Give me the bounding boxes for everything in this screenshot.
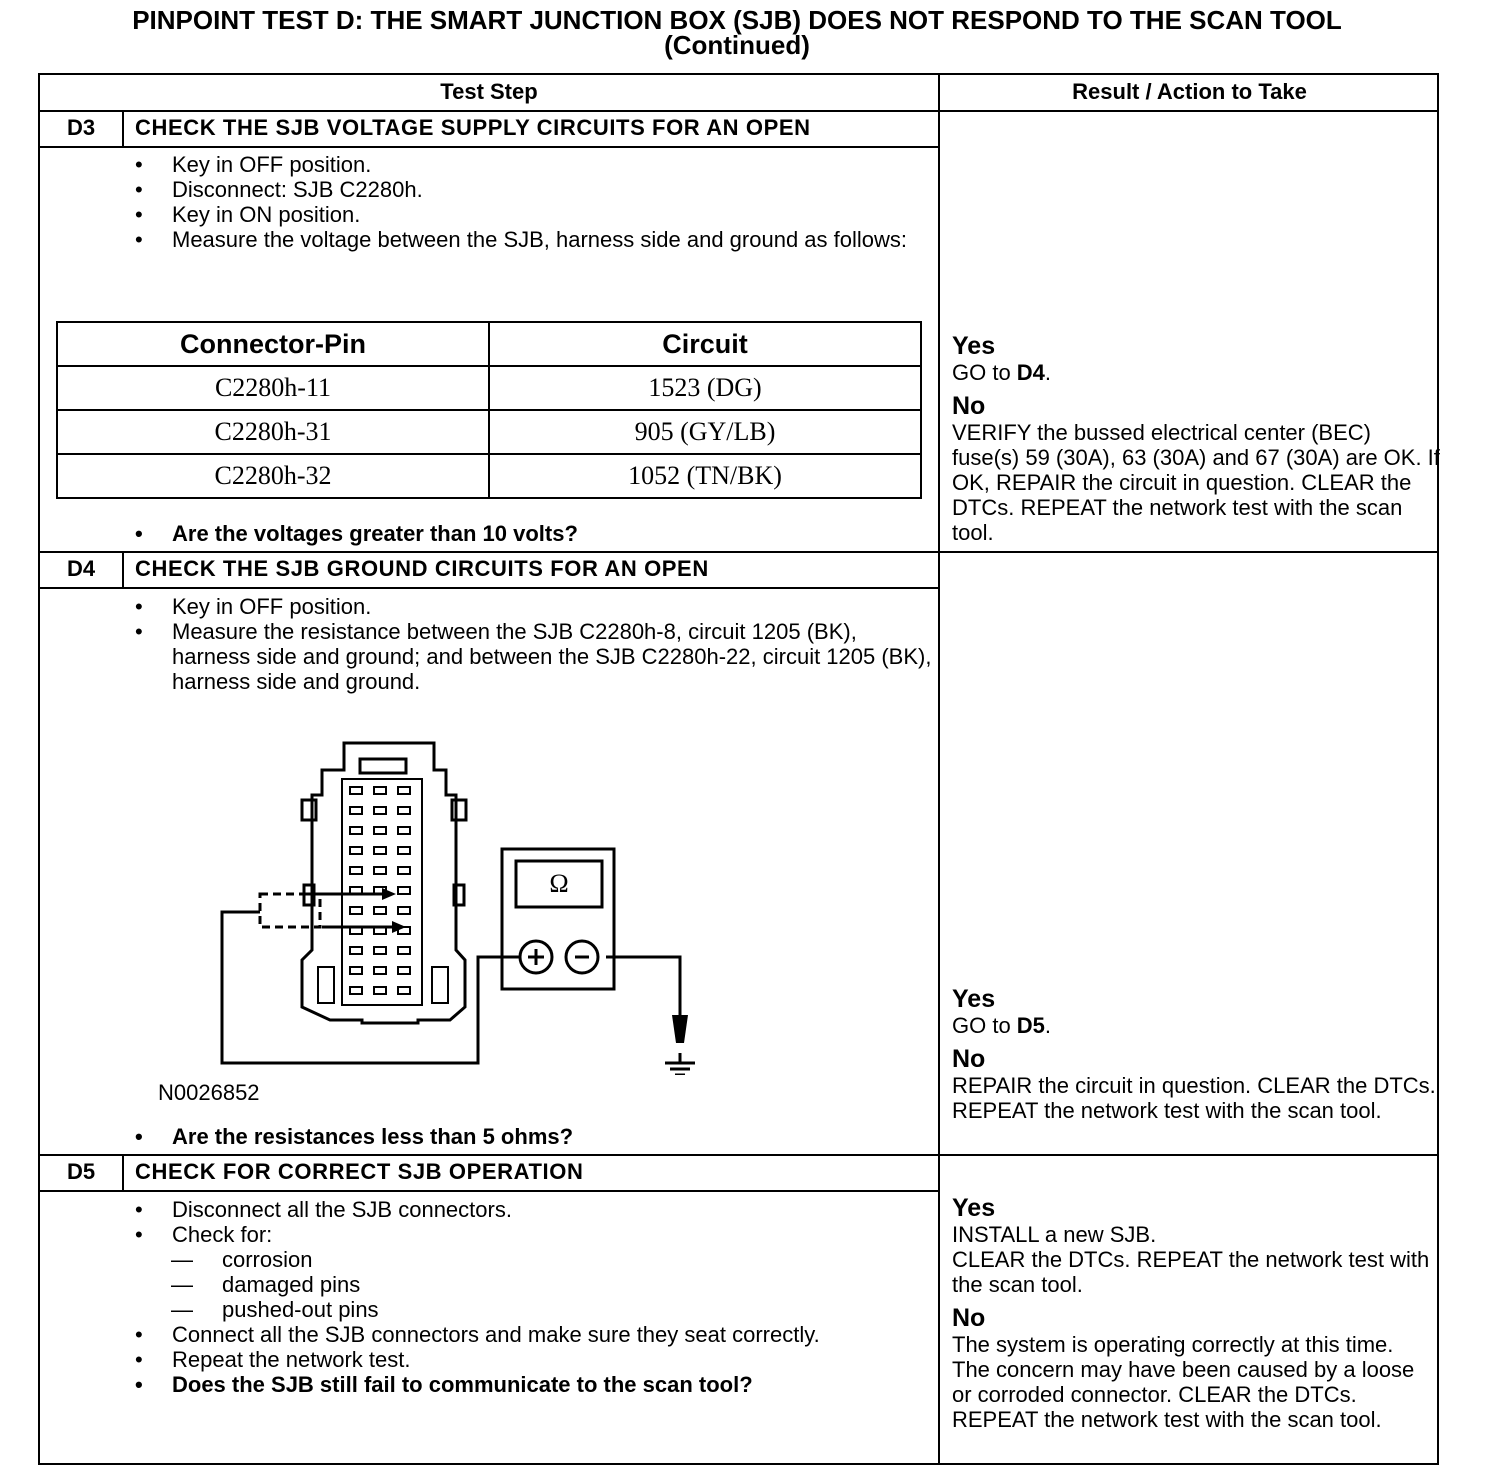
connector-latch: [360, 759, 406, 773]
d3-id-divider: [122, 111, 124, 147]
d5-yes-label: Yes: [952, 1194, 996, 1222]
step-id-d5: D5: [66, 1159, 96, 1184]
d5-no-label: No: [952, 1304, 986, 1332]
pin-cell: C2280h-32: [57, 454, 489, 498]
d3-result: [952, 333, 1440, 545]
d3-no-action: VERIFY the bussed electrical center (BEC) fuse(s) 59 (30A), 63 (30A) and 67 (30A) are OK. If OK, REPAIR the circuit in question. CLEAR the DTCs. REPEAT the network test with the scan tool.: [952, 420, 1440, 545]
d5-step: • Check for:: [135, 1222, 895, 1247]
header-result: Result / Action to Take: [1072, 79, 1307, 104]
wire-negative: [606, 957, 680, 1035]
d3-yes-label: Yes: [952, 332, 996, 360]
d3-no-label: No: [952, 392, 986, 420]
d4-step: • Measure the resistance between the SJB C2280h-8, circuit 1205 (BK), harness side and ground; and between the SJB C2280h-22, circuit 1205 (BK), harness side and ground.: [135, 619, 935, 694]
col-connector-pin: Connector-Pin: [57, 322, 489, 366]
d4-id-divider: [122, 552, 124, 588]
connector-meter-diagram: [210, 735, 730, 1075]
table-row: [57, 410, 921, 454]
d4-yes-text: GO to: [952, 1013, 1017, 1038]
title-line-2: (Continued): [664, 30, 810, 60]
d4-yes-target: D5: [1016, 1013, 1045, 1038]
d3-end-rule: [40, 551, 1439, 553]
circuit-cell: 905 (GY/LB): [489, 410, 921, 454]
header-test-step: Test Step: [440, 79, 538, 104]
connector-pin-table: [56, 321, 922, 499]
ground-probe: [672, 1015, 688, 1043]
d4-no-label: No: [952, 1045, 986, 1073]
d5-no-action: The system is operating correctly at this time. The concern may have been caused by a loose or corroded connector. CLEAR the DTCs. REPEAT the network test with the scan tool.: [952, 1332, 1415, 1432]
connector-body: [302, 743, 465, 1023]
wire-positive: [222, 912, 520, 1063]
d3-step: • Key in OFF position.: [135, 152, 935, 177]
title-line-1: PINPOINT TEST D: THE SMART JUNCTION BOX (SJB) DOES NOT RESPOND TO THE SCAN TOOL: [132, 5, 1342, 35]
connector-rib-right: [454, 885, 464, 905]
d5-yes-action-1: INSTALL a new SJB.: [952, 1222, 1157, 1247]
d4-question: • Are the resistances less than 5 ohms?: [135, 1124, 935, 1149]
step-id-d3: D3: [66, 115, 96, 140]
d4-yes-period: .: [1044, 1013, 1052, 1038]
d3-step: • Key in ON position.: [135, 202, 935, 227]
d5-sub-item: — pushed-out pins: [135, 1297, 895, 1322]
column-divider: [938, 75, 940, 1465]
ohm-symbol: Ω: [549, 869, 569, 898]
figure-code: N0026852: [158, 1080, 260, 1105]
d5-result: [952, 1195, 1432, 1432]
d4-question-list: [135, 1124, 935, 1149]
d4-head-rule: [40, 587, 939, 589]
table-row: [57, 366, 921, 410]
header-rule: [40, 110, 1439, 112]
d5-step: • Repeat the network test.: [135, 1347, 895, 1372]
d5-yes-action-2: CLEAR the DTCs. REPEAT the network test with the scan tool.: [952, 1247, 1430, 1297]
connector-tab-left: [302, 800, 316, 820]
pinpoint-table: [38, 73, 1439, 1465]
d4-yes-label: Yes: [952, 985, 996, 1013]
circuit-cell: 1052 (TN/BK): [489, 454, 921, 498]
d3-yes-period: .: [1044, 360, 1052, 385]
step-id-d4: D4: [66, 556, 96, 581]
d3-question: • Are the voltages greater than 10 volts?: [135, 521, 935, 546]
pin-cell: C2280h-31: [57, 410, 489, 454]
d5-head-rule: [40, 1190, 939, 1192]
d3-yes-target: D4: [1016, 360, 1045, 385]
page-title: [0, 5, 1474, 60]
circuit-cell: 1523 (DG): [489, 366, 921, 410]
d5-id-divider: [122, 1155, 124, 1191]
d3-head-rule: [40, 146, 939, 148]
step-heading-d3: CHECK THE SJB VOLTAGE SUPPLY CIRCUITS FOR AN OPEN: [135, 115, 811, 140]
d5-sub-item: — damaged pins: [135, 1272, 895, 1297]
d4-step: • Key in OFF position.: [135, 594, 935, 619]
d3-yes-text: GO to: [952, 360, 1017, 385]
d4-end-rule: [40, 1154, 1439, 1156]
step-heading-d5: CHECK FOR CORRECT SJB OPERATION: [135, 1159, 584, 1184]
d3-steps: [135, 152, 935, 252]
d4-yes-action: [952, 1013, 1440, 1038]
table-row: [57, 454, 921, 498]
d4-result: [952, 986, 1440, 1123]
d3-question-list: [135, 521, 935, 546]
pin-cell: C2280h-11: [57, 366, 489, 410]
col-circuit: Circuit: [489, 322, 921, 366]
d3-step: • Disconnect: SJB C2280h.: [135, 177, 935, 202]
step-heading-d4: CHECK THE SJB GROUND CIRCUITS FOR AN OPEN: [135, 556, 709, 581]
d3-step: • Measure the voltage between the SJB, harness side and ground as follows:: [135, 227, 935, 252]
d5-step: • Connect all the SJB connectors and make sure they seat correctly.: [135, 1322, 895, 1347]
d5-steps: [135, 1197, 895, 1397]
d3-yes-action: [952, 360, 1440, 385]
d5-step: • Disconnect all the SJB connectors.: [135, 1197, 895, 1222]
connector-tab-right: [452, 800, 466, 820]
d4-steps: [135, 594, 935, 694]
d5-sub-item: — corrosion: [135, 1247, 895, 1272]
d4-no-action: REPAIR the circuit in question. CLEAR the DTCs. REPEAT the network test with the scan tool.: [952, 1073, 1436, 1123]
d5-question: • Does the SJB still fail to communicate to the scan tool?: [135, 1372, 895, 1397]
